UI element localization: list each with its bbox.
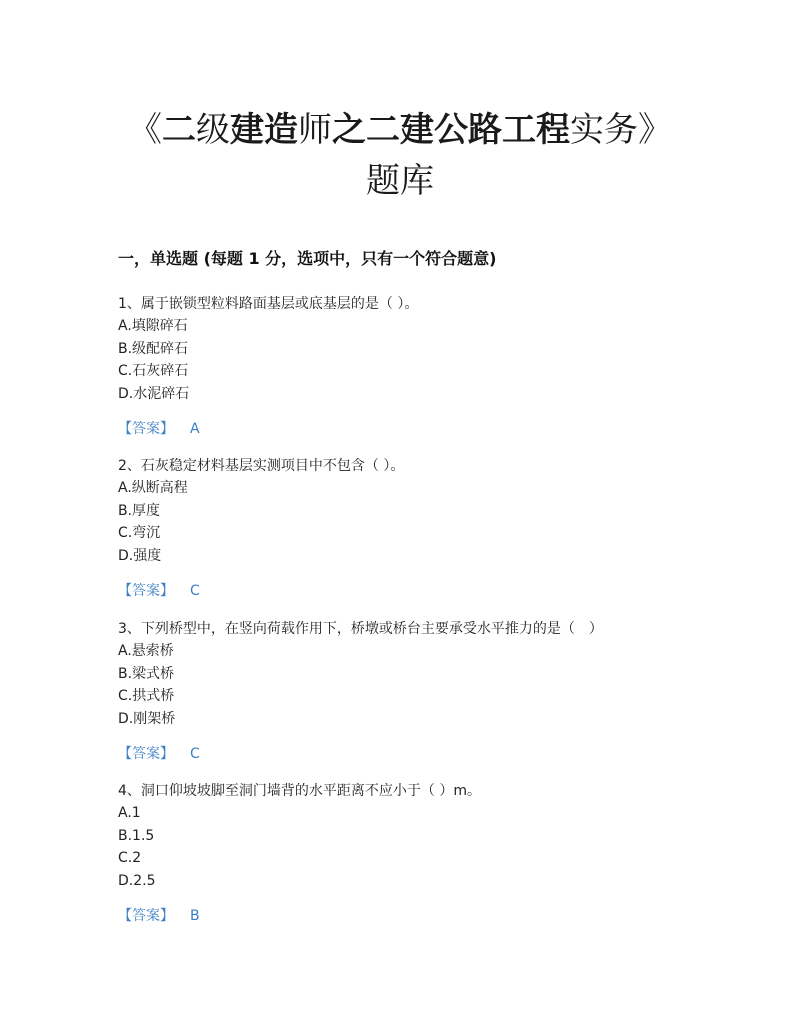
option-d: D.2.5 — [118, 872, 156, 889]
answer-label: 【答案】 — [118, 746, 174, 762]
option-b: B.1.5 — [118, 827, 155, 844]
question-block — [118, 455, 718, 602]
answer-line — [118, 905, 718, 927]
title-part: 之二建公路工程 — [332, 110, 570, 150]
answer-value: A — [190, 421, 200, 437]
answer-value: B — [190, 908, 200, 924]
title-part: 实务》 — [570, 110, 672, 150]
option-c: C.2 — [118, 850, 142, 866]
option-d: D.水泥碎石 — [118, 385, 190, 402]
option-d: D.强度 — [118, 547, 162, 564]
title-part: 师 — [298, 110, 332, 150]
answer-value: C — [190, 746, 200, 762]
option-a: A.纵断高程 — [118, 480, 188, 496]
title-part: 建造 — [230, 110, 298, 150]
option-a: A.悬索桥 — [118, 643, 174, 659]
option-a: A.1 — [118, 805, 141, 821]
answer-line — [118, 418, 718, 440]
question-block — [118, 780, 718, 927]
option-b: B.梁式桥 — [118, 665, 175, 682]
answer-label: 【答案】 — [118, 908, 174, 924]
section-heading: 一，单选题 (每题 1 分，选项中，只有一个符合题意) — [118, 249, 497, 268]
document-subtitle: 题库 — [366, 161, 434, 201]
title-part: 级 — [196, 110, 230, 150]
question-stem: 4、洞口仰坡坡脚至洞门墙背的水平距离不应小于（ ）m。 — [118, 783, 481, 799]
answer-value: C — [190, 583, 200, 599]
option-d: D.刚架桥 — [118, 710, 176, 727]
answer-label: 【答案】 — [118, 583, 174, 599]
question-stem: 3、下列桥型中，在竖向荷载作用下，桥墩或桥台主要承受水平推力的是（ ） — [118, 621, 603, 637]
answer-label: 【答案】 — [118, 421, 174, 437]
option-c: C.石灰碎石 — [118, 363, 189, 379]
title-part: 《 — [128, 110, 162, 150]
option-c: C.弯沉 — [118, 525, 161, 541]
question-block — [118, 293, 718, 440]
title-part: 二 — [162, 110, 196, 150]
question-stem: 1、属于嵌锁型粒料路面基层或底基层的是（ ）。 — [118, 296, 419, 312]
option-a: A.填隙碎石 — [118, 318, 188, 334]
answer-line — [118, 580, 718, 602]
document-title — [0, 106, 800, 154]
option-c: C.拱式桥 — [118, 688, 175, 704]
option-b: B.厚度 — [118, 502, 161, 519]
answer-line — [118, 743, 718, 765]
question-block — [118, 618, 718, 765]
question-stem: 2、石灰稳定材料基层实测项目中不包含（ ）。 — [118, 458, 405, 474]
option-b: B.级配碎石 — [118, 340, 189, 357]
